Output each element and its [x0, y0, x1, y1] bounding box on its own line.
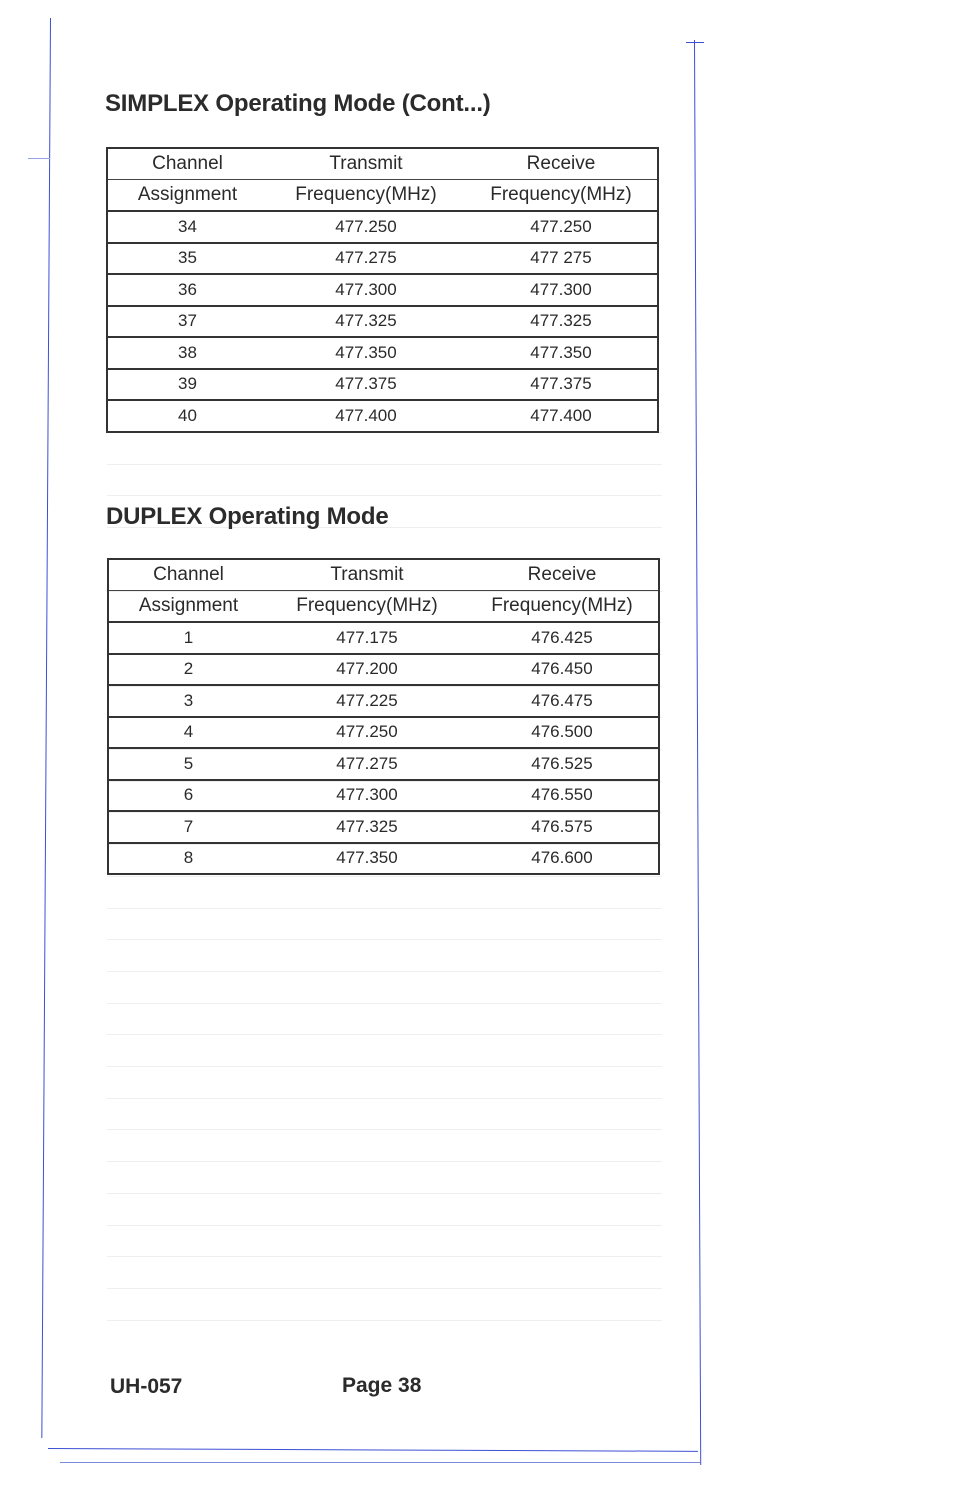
header-channel: Channel — [107, 148, 267, 180]
receive-frequency-cell: 477 275 — [465, 243, 658, 275]
table-row — [107, 243, 658, 275]
page-border-left — [41, 18, 51, 1438]
page-border-bottom-inner — [60, 1462, 700, 1463]
receive-frequency-cell: 477.325 — [465, 306, 658, 338]
table-row — [108, 780, 659, 812]
transmit-frequency-cell: 477.350 — [336, 848, 398, 868]
receive-frequency-cell: 476.475 — [466, 685, 659, 717]
transmit-frequency-cell: 477.300 — [268, 780, 466, 812]
receive-frequency-cell: 476.525 — [466, 748, 659, 780]
simplex-table-body — [107, 211, 658, 432]
receive-frequency-cell: 477.375 — [465, 369, 658, 401]
bleed-through-line — [107, 908, 662, 909]
transmit-frequency-cell: 477.200 — [268, 654, 466, 686]
table-row — [107, 369, 658, 401]
table-row — [107, 337, 658, 369]
table-row — [108, 685, 659, 717]
table-row — [108, 622, 659, 654]
bleed-through-line — [107, 1129, 662, 1130]
page-number: Page 38 — [342, 1374, 422, 1397]
receive-frequency-cell: 477.350 — [465, 337, 658, 369]
header-assignment: Assignment — [108, 591, 268, 623]
table-row — [108, 654, 659, 686]
transmit-frequency-cell: 477.350 — [267, 337, 465, 369]
bleed-through-line — [107, 495, 662, 496]
table-header-row — [107, 180, 658, 212]
transmit-frequency-cell: 477.225 — [268, 685, 466, 717]
bleed-through-line — [107, 876, 662, 877]
table-row — [107, 211, 658, 243]
transmit-frequency-cell: 477.300 — [267, 274, 465, 306]
channel-cell: 4 — [108, 717, 268, 749]
channel-cell: 36 — [107, 274, 267, 306]
transmit-frequency-cell: 477.375 — [267, 369, 465, 401]
receive-frequency-cell: 476.500 — [466, 717, 659, 749]
bleed-through-line — [107, 1193, 662, 1194]
bleed-through-line — [107, 1256, 662, 1257]
table-row — [107, 306, 658, 338]
table-header-row — [107, 148, 658, 180]
receive-frequency-cell: 476.425 — [466, 622, 659, 654]
transmit-frequency-cell: 477.275 — [268, 748, 466, 780]
transmit-frequency-cell: 477.400 — [335, 405, 397, 425]
bleed-through-line — [107, 1066, 662, 1067]
table-row — [108, 843, 659, 875]
page-border-right — [694, 40, 701, 1465]
bleed-through-line — [107, 1034, 662, 1035]
bleed-through-line — [107, 939, 662, 940]
document-code: UH-057 — [110, 1375, 183, 1398]
transmit-frequency-cell: 477.175 — [268, 622, 466, 654]
channel-cell: 37 — [107, 306, 267, 338]
table-header-row — [108, 591, 659, 623]
receive-frequency-cell: 477.250 — [465, 211, 658, 243]
channel-cell: 34 — [107, 211, 267, 243]
channel-cell: 1 — [108, 622, 268, 654]
channel-cell: 6 — [108, 780, 268, 812]
simplex-frequency-table — [106, 147, 659, 433]
bleed-through-line — [107, 1288, 662, 1289]
channel-cell: 2 — [108, 654, 268, 686]
channel-cell: 40 — [178, 405, 197, 425]
receive-frequency-cell: 476.450 — [466, 654, 659, 686]
header-receive-frequency: Frequency(MHz) — [465, 180, 658, 212]
header-assignment: Assignment — [107, 180, 267, 212]
channel-cell: 8 — [183, 848, 194, 868]
table-row — [108, 811, 659, 843]
header-receive: Receive — [465, 148, 658, 180]
bleed-through-line — [107, 1225, 662, 1226]
channel-cell: 38 — [107, 337, 267, 369]
table-row — [107, 400, 658, 432]
header-transmit-frequency: Frequency(MHz) — [268, 591, 466, 623]
simplex-section-title: SIMPLEX Operating Mode (Cont...) — [105, 90, 491, 117]
channel-cell: 7 — [108, 811, 268, 843]
crop-mark-left — [28, 158, 50, 159]
transmit-frequency-cell: 477.325 — [267, 306, 465, 338]
bleed-through-line — [107, 971, 662, 972]
header-transmit: Transmit — [267, 148, 465, 180]
transmit-frequency-cell: 477.250 — [267, 211, 465, 243]
duplex-frequency-table — [107, 558, 660, 875]
bleed-through-line — [107, 1098, 662, 1099]
duplex-table-body — [108, 622, 659, 874]
bleed-through-line — [107, 1320, 662, 1321]
receive-frequency-cell: 477.400 — [530, 405, 592, 425]
receive-frequency-cell: 476.575 — [466, 811, 659, 843]
header-receive: Receive — [466, 559, 659, 591]
transmit-frequency-cell: 477.325 — [268, 811, 466, 843]
channel-cell: 35 — [107, 243, 267, 275]
crop-mark-top — [686, 42, 704, 43]
bleed-through-line — [107, 464, 662, 465]
header-transmit-frequency: Frequency(MHz) — [267, 180, 465, 212]
table-row — [108, 748, 659, 780]
transmit-frequency-cell: 477.250 — [268, 717, 466, 749]
table-row — [108, 717, 659, 749]
table-header-row — [108, 559, 659, 591]
header-channel: Channel — [108, 559, 268, 591]
table-row — [107, 274, 658, 306]
receive-frequency-cell: 476.600 — [531, 848, 593, 868]
header-transmit: Transmit — [268, 559, 466, 591]
channel-cell: 39 — [107, 369, 267, 401]
receive-frequency-cell: 476.550 — [466, 780, 659, 812]
page-border-bottom — [48, 1448, 698, 1452]
channel-cell: 5 — [108, 748, 268, 780]
channel-cell: 3 — [108, 685, 268, 717]
receive-frequency-cell: 477.300 — [465, 274, 658, 306]
duplex-section-title: DUPLEX Operating Mode — [106, 503, 389, 530]
transmit-frequency-cell: 477.275 — [267, 243, 465, 275]
header-receive-frequency: Frequency(MHz) — [466, 591, 659, 623]
bleed-through-line — [107, 1161, 662, 1162]
bleed-through-line — [107, 1003, 662, 1004]
